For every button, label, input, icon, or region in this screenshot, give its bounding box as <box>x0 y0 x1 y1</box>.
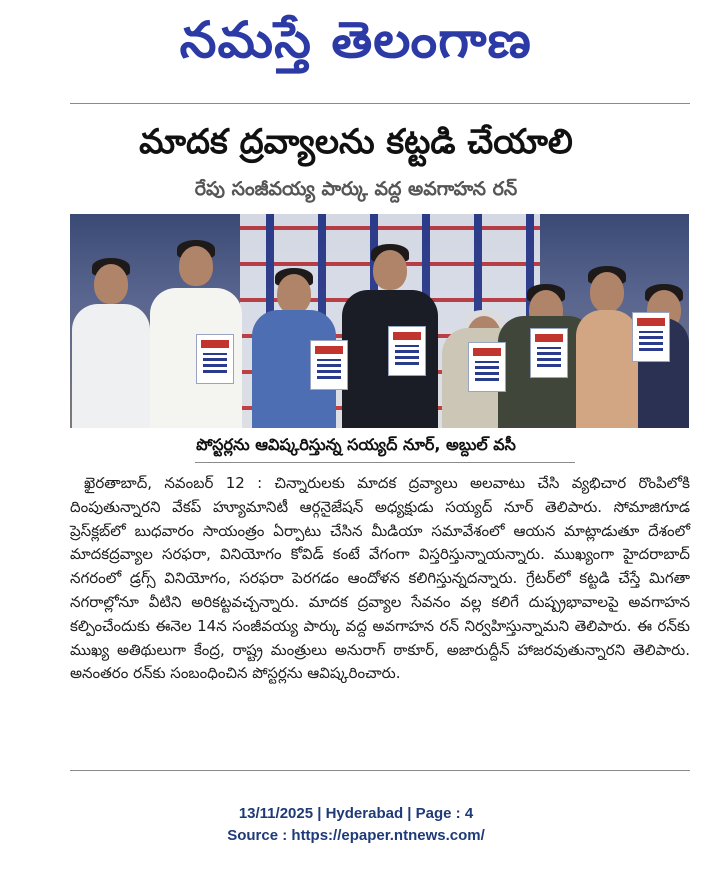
awareness-poster <box>196 334 234 384</box>
masthead <box>0 0 712 78</box>
photo-person-3 <box>252 242 336 428</box>
news-photo <box>70 214 689 428</box>
footer-divider <box>70 770 690 771</box>
article-paragraph: ఖైరతాబాద్, నవంబర్ 12 : చిన్నారులకు మాదక ద్రవ్యాలు అలవాటు చేసి వ్యభిచార రొంపిలోకి దింపుతున్నారని వేకప్ హ్యూమానిటీ ఆర్గనైజేషన్ అధ్యక్షుడు సయ్యద్ నూర్ తెలిపారు. సోమాజిగూడ ప్రెస్‌క్లబ్‌లో బుధవారం సాయంత్రం ఏర్పాటు చేసిన మీడియా సమావేశంలో ఆయన మాట్లాడుతూ దేశంలో మాదకద్రవ్యాల సరఫరా, వినియోగం కోవిడ్ కంటే వేగంగా విస్తరిస్తున్నాయన్నారు. ముఖ్యంగా హైదరాబాద్ నగరంలో డ్రగ్స్ వినియోగం, సరఫరా పెరగడం ఆందోళన కలిగిస్తున్నదన్నారు. గ్రేటర్‌లో కట్టడి చేస్తే మిగతా నగరాల్లోనూ వీటిని అరికట్టవచ్చన్నారు. మాదక ద్రవ్యాల సేవనం వల్ల కలిగే దుష్ప్రభావాలపై అవగాహన కల్పించేందుకు ఈనెల 14న సంజీవయ్య పార్కు వద్ద అవగాహన రన్ నిర్వహిస్తున్నామని తెలిపారు. ఈ రన్‌కు ముఖ్య అతిథులుగా కేంద్ర, రాష్ట్ర మంత్రులు అనురాగ్ ఠాకూర్, అజారుద్దీన్ హాజరవుతున్నారని తెలిపారు. అనంతరం రన్‌కు సంబంధించిన పోస్టర్లను ఆవిష్కరించారు. <box>70 474 690 683</box>
caption-divider <box>195 462 575 463</box>
awareness-poster <box>530 328 568 378</box>
awareness-poster <box>632 312 670 362</box>
awareness-poster <box>388 326 426 376</box>
photo-person-1 <box>72 238 150 428</box>
photo-person-2 <box>150 228 242 428</box>
awareness-poster <box>468 342 506 392</box>
article-body <box>70 472 690 686</box>
article-subheadline: రేపు సంజీవయ్య పార్కు వద్ద అవగాహన రన్ <box>194 178 518 200</box>
clipping-date-page: 13/11/2025 | Hyderabad | Page : 4 <box>238 805 474 822</box>
awareness-poster <box>310 340 348 390</box>
clipping-source: Source : https://epaper.ntnews.com/ <box>227 827 485 844</box>
article-headline: మాదక ద్రవ్యాలను కట్టడి చేయాలి <box>139 122 573 162</box>
header-divider <box>70 103 690 104</box>
photo-person-7 <box>576 244 638 428</box>
newspaper-title: నమస్తే తెలంగాణ <box>179 11 533 69</box>
photo-caption: పోస్టర్లను ఆవిష్కరిస్తున్న సయ్యద్ నూర్, అబ్దుల్ వసీ <box>196 435 516 454</box>
